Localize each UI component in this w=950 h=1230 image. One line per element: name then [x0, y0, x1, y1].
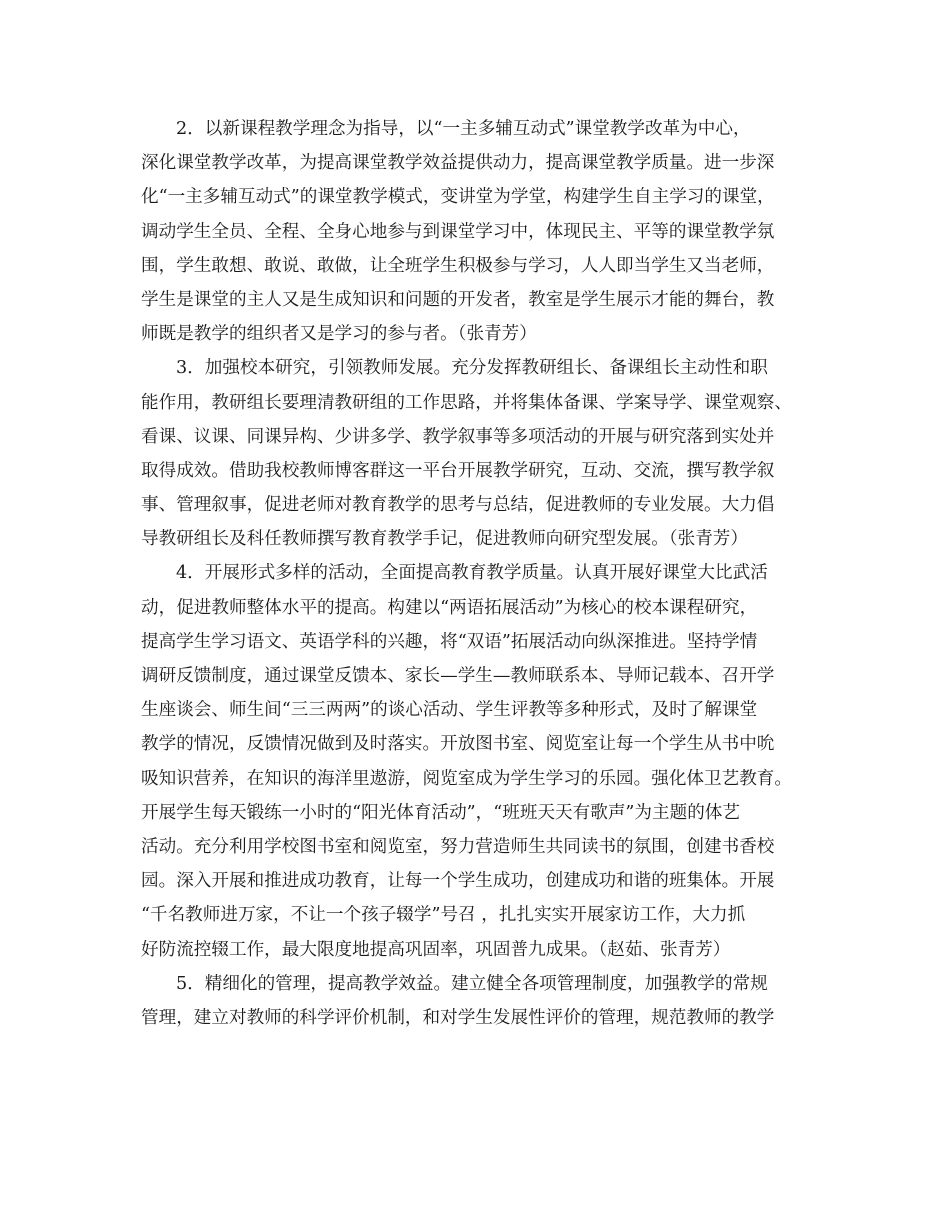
paragraph-2: [141, 112, 821, 351]
paragraph-4: [141, 556, 821, 966]
text-line: 调动学生全员、全程、全身心地参与到课堂学习中，体现民主、平等的课堂教学氛: [141, 221, 775, 242]
text-line: 2．以新课程教学理念为指导，以“一主多辅互动式”课堂教学改革为中心，: [176, 119, 751, 139]
text-line: 4．开展形式多样的活动，全面提高教育教学质量。认真开展好课堂大比武活: [176, 563, 768, 584]
text-line: “千名教师进万家，不让一个孩子辍学”号召 ，扎扎实实开展家访工作，大力抓: [141, 905, 746, 926]
text-line: 事、管理叙事，促进老师对教育教学的思考与总结，促进教师的专业发展。大力倡: [141, 495, 775, 516]
paragraph-5: [141, 967, 821, 1035]
text-line: 围，学生敢想、敢说、敢做，让全班学生积极参与学习，人人即当学生又当老师，: [141, 255, 775, 276]
text-line: 生座谈会、师生间“三三两两”的谈心活动、学生评教等多种形式，及时了解课堂: [141, 700, 758, 721]
text-line: 动，促进教师整体水平的提高。构建以“两语拓展活动”为核心的校本课程研究，: [141, 597, 758, 618]
text-line: 化“一主多辅互动式”的课堂教学模式，变讲堂为学堂，构建学生自主学习的课堂，: [141, 187, 775, 208]
text-line: 看课、议课、同课异构、少讲多学、教学叙事等多项活动的开展与研究落到实处并: [141, 426, 775, 447]
text-line: 深化课堂教学改革，为提高课堂教学效益提供动力，提高课堂教学质量。进一步深: [141, 153, 775, 174]
document-body: [141, 112, 821, 1035]
text-line: 教学的情况，反馈情况做到及时落实。开放图书室、阅览室让每一个学生从书中吮: [141, 734, 775, 755]
text-line: 开展学生每天锻练一小时的“阳光体育活动”，“班班天天有歌声”为主题的体艺: [141, 802, 740, 823]
paragraph-3: [141, 351, 821, 556]
text-line: 园。深入开展和推进成功教育，让每一个学生成功，创建成功和谐的班集体。开展: [141, 871, 775, 892]
text-line: 管理，建立对教师的科学评价机制，和对学生发展性评价的管理，规范教师的教学: [141, 1007, 775, 1028]
text-line: 5．精细化的管理，提高教学效益。建立健全各项管理制度，加强教学的常规: [176, 973, 768, 994]
text-line: 学生是课堂的主人又是生成知识和问题的开发者，教室是学生展示才能的舞台，教: [141, 289, 775, 310]
text-line: 取得成效。借助我校教师博客群这一平台开展教学研究，互动、交流，撰写教学叙: [141, 460, 775, 481]
text-line: 活动。充分利用学校图书室和阅览室，努力营造师生共同读书的氛围，创建书香校: [141, 836, 775, 857]
text-line: 能作用，教研组长要理清教研组的工作思路，并将集体备课、学案导学、课堂观察、: [141, 392, 792, 413]
text-line: 导教研组长及科任教师撰写教育教学手记，促进教师向研究型发展。（张青芳）: [141, 529, 748, 550]
text-line: 3．加强校本研究，引领教师发展。充分发挥教研组长、备课组长主动性和职: [176, 358, 768, 379]
text-line: 好防流控辍工作，最大限度地提高巩固率，巩固普九成果。（赵茹、张青芳）: [141, 939, 731, 960]
text-line: 调研反馈制度，通过课堂反馈本、家长—学生—教师联系本、导师记载本、召开学: [141, 666, 775, 686]
text-line: 师既是教学的组织者又是学习的参与者。（张青芳）: [141, 324, 537, 345]
text-line: 提高学生学习语文、英语学科的兴趣，将“双语”拓展活动向纵深推进。坚持学情: [141, 631, 758, 652]
text-line: 吸知识营养，在知识的海洋里遨游，阅览室成为学生学习的乐园。强化体卫艺教育。: [141, 768, 792, 789]
